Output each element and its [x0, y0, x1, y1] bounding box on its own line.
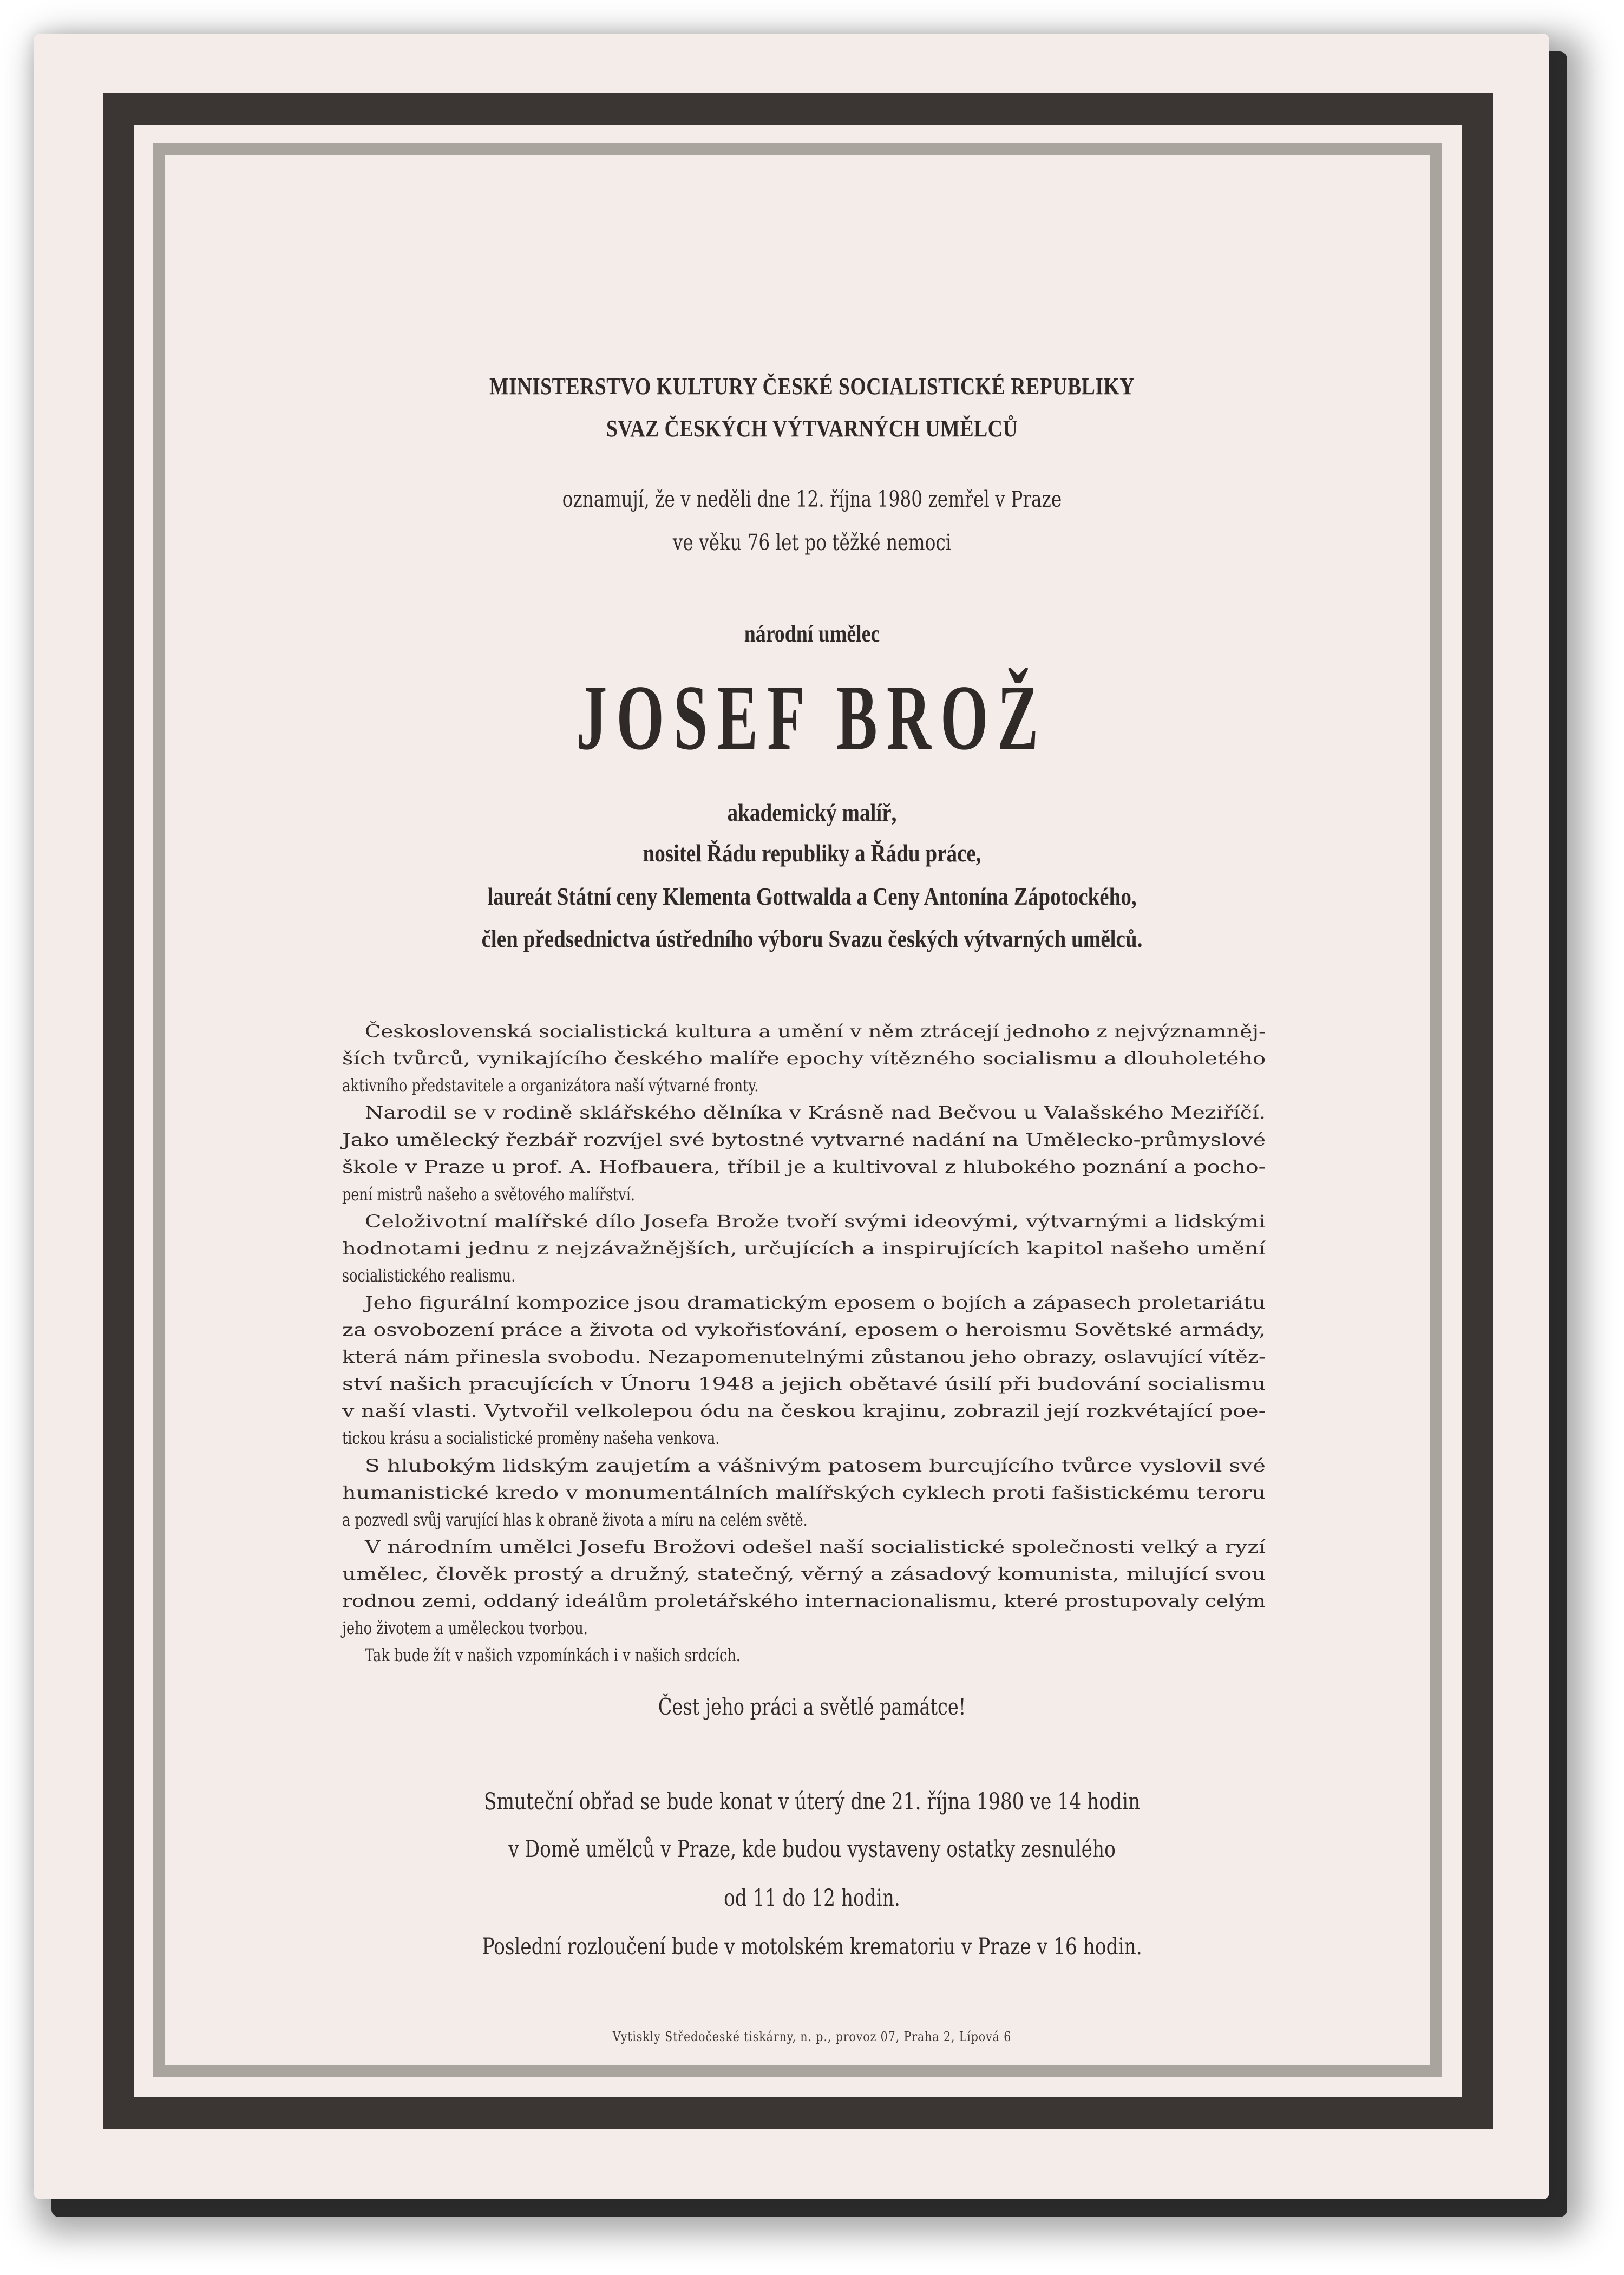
title-line: člen předsednictva ústředního výboru Svazu českých výtvarných umělců.: [481, 925, 1143, 952]
body-line: [342, 1479, 1266, 1506]
title-line: nositel Řádu republiky a Řádu práce,: [643, 839, 981, 867]
announcement-line-2: ve věku 76 let po těžké nemoci: [672, 529, 952, 555]
body-line-text: Celoživotní malířské dílo Josefa Brože tvoří svými ideovými, výtvarnými a lidskými: [365, 1211, 1266, 1232]
body-line-text: Jeho figurální kompozice jsou dramatickým eposem o bojích a zápasech proletariátu: [365, 1292, 1266, 1313]
body-line: [342, 1642, 1266, 1669]
eulogy-body: [342, 1018, 1266, 1669]
body-line-text: humanistické kredo v monumentálních malířských cyklech proti fašistickému teroru: [342, 1482, 1266, 1503]
body-line-text: jeho životem a uměleckou tvorbou.: [342, 1618, 588, 1639]
honorific: národní umělec: [744, 620, 880, 647]
body-line: [342, 1045, 1266, 1072]
body-line-text: S hlubokým lidským zaujetím a vášnivým patosem burcujícího tvůrce vyslovil své: [365, 1455, 1266, 1476]
body-line: [342, 1153, 1266, 1180]
body-line: [342, 1099, 1266, 1126]
ministry-heading: MINISTERSTVO KULTURY ČESKÉ SOCIALISTICKÉ REPUBLIKY: [489, 373, 1135, 400]
body-line: [342, 1316, 1266, 1343]
body-line-text: škole v Praze u prof. A. Hofbauera, tříbil je a kultivoval z hlubokého poznání a pocho-: [342, 1156, 1266, 1178]
body-line-text: za osvobození práce a života od vykořisťování, eposem o heroismu Sovětské armády,: [342, 1319, 1266, 1341]
body-line-text: tickou krásu a socialistické proměny našeha venkova.: [342, 1428, 720, 1449]
title-line: akademický malíř,: [727, 799, 897, 826]
announcement-line-1: oznamují, že v neděli dne 12. října 1980 zemřel v Praze: [562, 486, 1062, 512]
ceremony-line-1: Smuteční obřad se bude konat v úterý dne 21. října 1980 ve 14 hodin: [483, 1788, 1141, 1815]
body-line: [342, 1262, 1266, 1289]
body-line-text: a pozvedl svůj varující hlas k obraně života a míru na celém světě.: [342, 1509, 808, 1530]
body-line: [342, 1614, 1266, 1642]
body-line: [342, 1397, 1266, 1424]
printer-imprint: Vytiskly Středočeské tiskárny, n. p., provoz 07, Praha 2, Lípová 6: [612, 2029, 1012, 2044]
body-line-text: ství našich pracujících v Únoru 1948 a jejich obětavé úsilí při budování socialismu: [342, 1374, 1266, 1395]
body-line: [342, 1018, 1266, 1045]
body-line: [342, 1235, 1266, 1262]
body-line-text: rodnou zemi, oddaný ideálům proletářského internacionalismu, které prostupovaly celým: [342, 1590, 1266, 1611]
body-line: [342, 1289, 1266, 1316]
closing-tribute: Čest jeho práci a světlé památce!: [658, 1694, 966, 1720]
body-line-text: Jako umělecký řezbář rozvíjel své bytostné vytvarné nadání na Umělecko-průmyslové: [342, 1129, 1266, 1150]
body-line-text: hodnotami jednu z nejzávažnějších, určujících a inspirujících kapitol našeho umění: [342, 1238, 1266, 1259]
body-line: [342, 1587, 1266, 1614]
body-line: [342, 1126, 1266, 1153]
body-line-text: aktivního představitele a organizátora naší výtvarné fronty.: [342, 1075, 759, 1096]
body-line-text: Narodil se v rodině sklářského dělníka v Krásně nad Bečvou u Valašského Meziříčí.: [365, 1102, 1266, 1123]
body-line-text: ších tvůrců, vynikajícího českého malíře epochy vítězného socialismu a dlouholetého: [342, 1048, 1266, 1069]
body-line: [342, 1533, 1266, 1560]
title-line: laureát Státní ceny Klementa Gottwalda a Ceny Antonína Zápotockého,: [487, 882, 1137, 910]
body-line-text: pení mistrů našeho a světového malířství.: [342, 1184, 636, 1205]
body-line-text: umělec, člověk prostý a družný, statečný, věrný a zásadový komunista, milující svou: [342, 1563, 1266, 1584]
body-line-text: v naší vlasti. Vytvořil velkolepou ódu na českou krajinu, zobrazil její rozkvétající poe-: [342, 1401, 1266, 1422]
deceased-name: JOSEF BROŽ: [576, 666, 1048, 769]
body-line-text: socialistického realismu.: [342, 1265, 516, 1286]
body-line: [342, 1506, 1266, 1533]
ceremony-line-4: Poslední rozloučení bude v motolském krematoriu v Praze v 16 hodin.: [482, 1933, 1142, 1960]
body-line: [342, 1452, 1266, 1479]
body-line: [342, 1343, 1266, 1370]
body-line: [342, 1424, 1266, 1452]
body-line-text: Tak bude žít v našich vzpomínkách i v našich srdcích.: [365, 1645, 741, 1666]
body-line: [342, 1208, 1266, 1235]
ceremony-line-2: v Domě umělců v Praze, kde budou vystaveny ostatky zesnulého: [508, 1836, 1116, 1863]
body-line-text: Československá socialistická kultura a umění v něm ztrácejí jednoho z nejvýznamněj-: [365, 1021, 1266, 1042]
body-line: [342, 1181, 1266, 1208]
ceremony-line-3: od 11 do 12 hodin.: [724, 1885, 900, 1912]
body-line: [342, 1560, 1266, 1587]
body-line-text: která nám přinesla svobodu. Nezapomenutelnými zůstanou jeho obrazy, oslavující vítěz-: [342, 1346, 1266, 1368]
body-line-text: V národním umělci Josefu Brožovi odešel naší socialistické společnosti velký a ryzí: [365, 1536, 1266, 1557]
union-heading: SVAZ ČESKÝCH VÝTVARNÝCH UMĚLCŮ: [606, 415, 1018, 442]
body-line: [342, 1072, 1266, 1099]
body-line: [342, 1370, 1266, 1397]
